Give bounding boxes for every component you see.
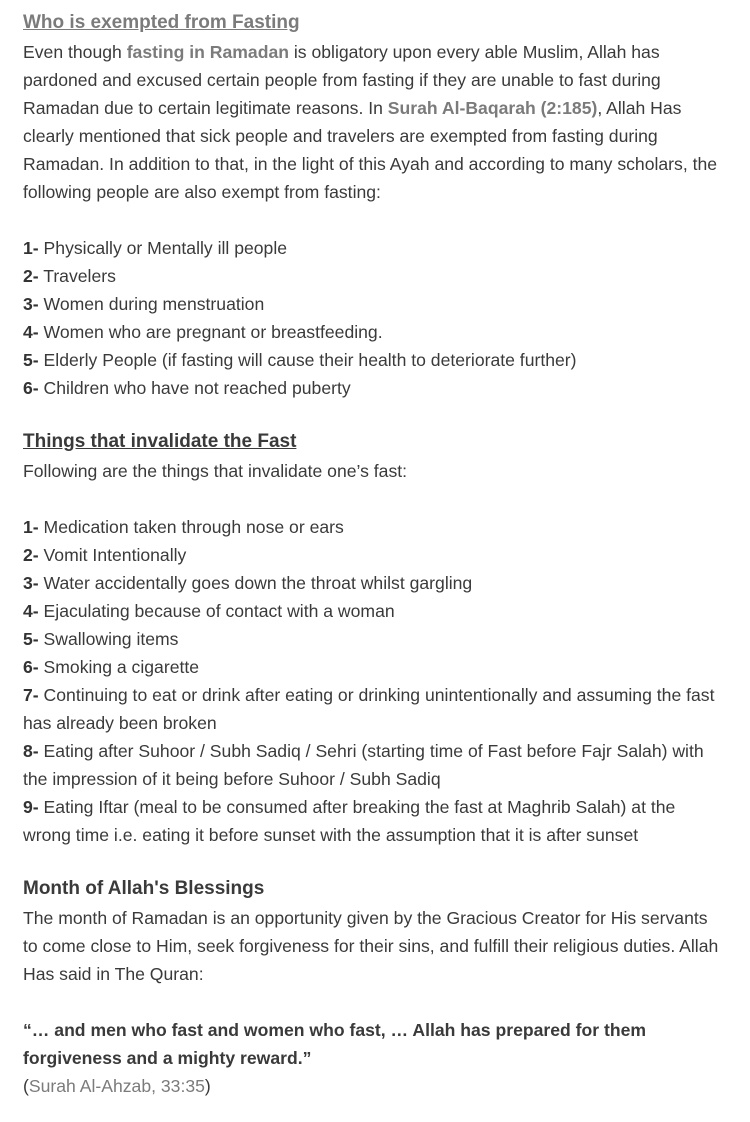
list-item-text: Smoking a cigarette: [38, 657, 200, 677]
list-item-number: 2-: [23, 266, 39, 286]
list-item-text: Children who have not reached puberty: [38, 378, 351, 398]
para-text: is obligatory upon every able Muslim, Allah has pardoned and excused certain people from fasting if they are unable to fast during Ramadan due to certain legitimate reasons. In: [23, 42, 661, 118]
list-item-text: Women who are pregnant or breastfeeding.: [38, 322, 383, 342]
spacer: [23, 485, 727, 513]
para-text: Even though: [23, 42, 127, 62]
section-heading-blessings: Month of Allah's Blessings: [23, 878, 265, 899]
list-item-number: 4-: [23, 601, 39, 621]
list-item: [23, 262, 727, 290]
list-item-number: 3-: [23, 573, 39, 593]
list-item-number: 8-: [23, 741, 39, 761]
list-item: [23, 737, 727, 793]
list-item-number: 6-: [23, 657, 39, 677]
list-item-number: 5-: [23, 350, 39, 370]
list-item-text: Ejaculating because of contact with a woman: [38, 601, 395, 621]
quran-quote: “… and men who fast and women who fast, … Allah has prepared for them forgiveness and a mighty reward.”: [23, 1020, 647, 1068]
list-item: [23, 597, 727, 625]
quote-citation: [23, 1072, 727, 1100]
list-item-number: 7-: [23, 685, 39, 705]
list-item-text: Travelers: [38, 266, 116, 286]
invalidate-list: [23, 513, 727, 849]
list-item-number: 1-: [23, 517, 39, 537]
list-item-text: Eating Iftar (meal to be consumed after breaking the fast at Maghrib Salah) at the wrong time i.e. eating it before sunset with the assumption that it is after sunset: [23, 797, 676, 845]
list-item-number: 1-: [23, 238, 39, 258]
list-item-number: 4-: [23, 322, 39, 342]
list-item-text: Vomit Intentionally: [38, 545, 187, 565]
surah-al-baqarah-link[interactable]: Surah Al-Baqarah (2:185): [387, 98, 598, 118]
citation-paren-close: ): [204, 1076, 211, 1096]
list-item: [23, 541, 727, 569]
para-text: , Allah Has clearly mentioned that sick people and travelers are exempted from fasting during Ramadan. In addition to that, in the light of this Ayah and according to many scholars, the following people are also exempt from fasting:: [23, 98, 718, 202]
exempted-paragraph: [23, 38, 727, 206]
section-heading-exempted[interactable]: Who is exempted from Fasting: [23, 12, 300, 33]
list-item: [23, 625, 727, 653]
list-item-text: Continuing to eat or drink after eating or drinking unintentionally and assuming the fast has already been broken: [23, 685, 715, 733]
list-item: [23, 793, 727, 849]
exempted-list: [23, 234, 727, 402]
spacer: [23, 988, 727, 1016]
spacer: [23, 402, 727, 427]
spacer: [23, 206, 727, 234]
list-item-number: 2-: [23, 545, 39, 565]
list-item: [23, 318, 727, 346]
list-item-number: 6-: [23, 378, 39, 398]
blessings-paragraph: The month of Ramadan is an opportunity given by the Gracious Creator for His servants to come close to Him, seek forgiveness for their sins, and fulfill their religious duties. Allah Has said in The Quran:: [23, 908, 719, 984]
list-item: [23, 374, 727, 402]
list-item: [23, 569, 727, 597]
list-item: [23, 346, 727, 374]
spacer: [23, 849, 727, 874]
list-item-text: Water accidentally goes down the throat whilst gargling: [38, 573, 473, 593]
list-item: [23, 681, 727, 737]
list-item-text: Women during menstruation: [38, 294, 265, 314]
list-item: [23, 290, 727, 318]
list-item-text: Elderly People (if fasting will cause their health to deteriorate further): [38, 350, 577, 370]
list-item: [23, 513, 727, 541]
list-item-number: 3-: [23, 294, 39, 314]
list-item-text: Eating after Suhoor / Subh Sadiq / Sehri (starting time of Fast before Fajr Salah) with the impression of it being before Suhoor / Subh Sadiq: [23, 741, 704, 789]
surah-al-ahzab-link[interactable]: Surah Al-Ahzab, 33:35: [28, 1076, 205, 1096]
list-item-text: Physically or Mentally ill people: [38, 238, 288, 258]
list-item-text: Medication taken through nose or ears: [38, 517, 344, 537]
list-item: [23, 653, 727, 681]
list-item-number: 9-: [23, 797, 39, 817]
list-item-number: 5-: [23, 629, 39, 649]
list-item-text: Swallowing items: [38, 629, 179, 649]
invalidate-intro: Following are the things that invalidate one’s fast:: [23, 461, 408, 481]
fasting-in-ramadan-link[interactable]: fasting in Ramadan: [126, 42, 289, 62]
citation-paren-open: (: [23, 1076, 29, 1096]
section-heading-invalidate: Things that invalidate the Fast: [23, 431, 297, 452]
list-item: [23, 234, 727, 262]
